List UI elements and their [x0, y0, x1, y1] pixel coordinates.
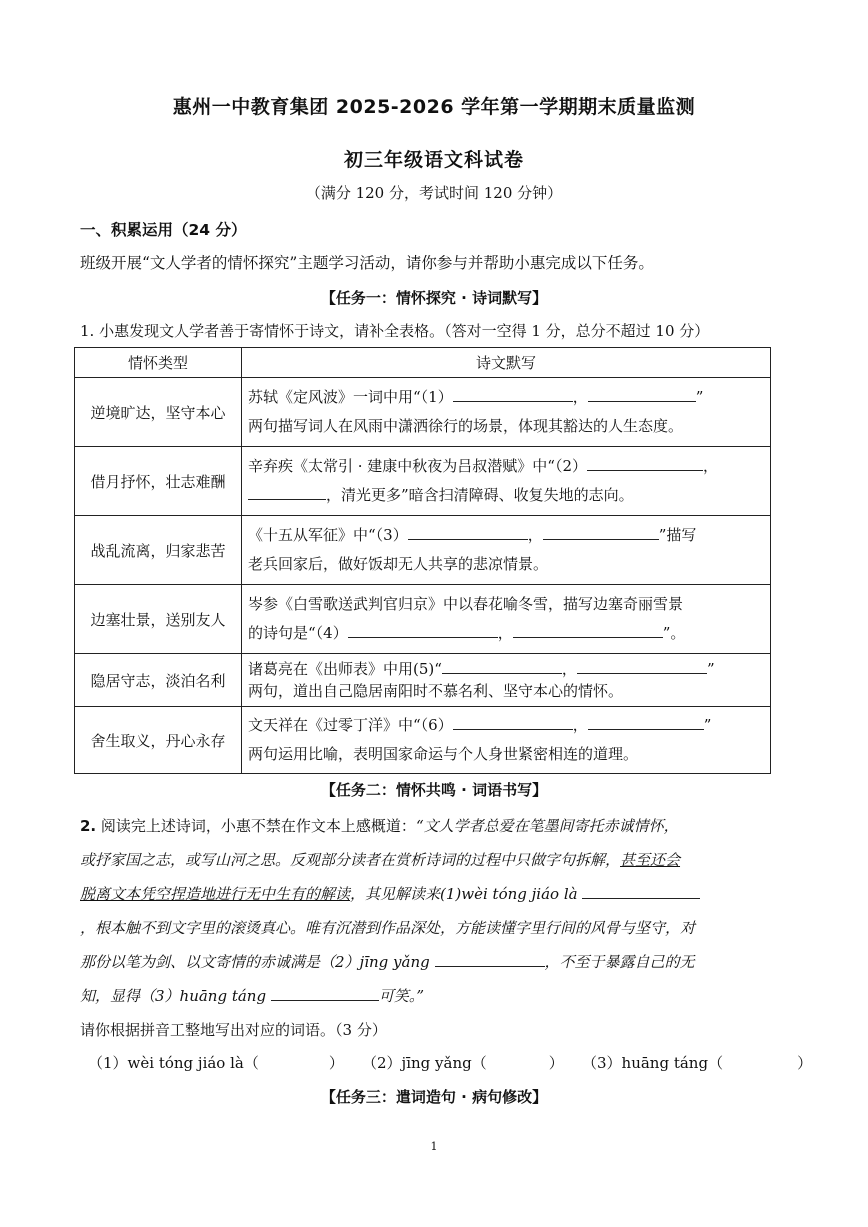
answer-blank[interactable] — [453, 714, 573, 730]
table-row — [75, 378, 771, 447]
answer-blank[interactable] — [588, 386, 696, 402]
exam-title: 惠州一中教育集团 2025-2026 学年第一学期期末质量监测 — [172, 96, 696, 118]
cell-text: 《十五从军征》中“（3） — [248, 526, 408, 544]
answer-blank[interactable] — [408, 524, 528, 540]
answer-blank[interactable] — [435, 951, 545, 967]
option-label: （1）wèi tóng jiáo là（ — [88, 1054, 259, 1072]
option-bracket: ） — [328, 1054, 344, 1072]
type-cell: 借月抒怀，壮志难酬 — [75, 447, 242, 516]
table-header: 情怀类型 — [75, 348, 242, 378]
type-cell: 逆境旷达，坚守本心 — [75, 378, 242, 447]
passage-line — [80, 849, 680, 870]
passage-line — [80, 815, 679, 836]
type-cell: 边塞壮景，送别友人 — [75, 585, 242, 654]
question-number: 2. — [80, 817, 97, 835]
cell-text: ，清光更多”暗含扫清障碍、收复失地的志向。 — [326, 486, 634, 504]
cell-text: ” — [695, 388, 704, 406]
cell-text: ， — [703, 457, 719, 475]
cell-text: ， — [497, 624, 513, 642]
cell-text: 两句，道出自己隐居南阳时不慕名利、坚守本心的情怀。 — [248, 682, 624, 700]
answer-blank[interactable] — [348, 622, 498, 638]
section-intro: 班级开展“文人学者的情怀探究”主题学习活动，请你参与并帮助小惠完成以下任务。 — [80, 254, 654, 272]
table-row — [75, 654, 771, 707]
answer-blank[interactable] — [271, 985, 379, 1001]
type-cell: 战乱流离，归家悲苦 — [75, 516, 242, 585]
underlined-text: 甚至还会 — [620, 851, 681, 869]
instruction: 请你根据拼音工整地写出对应的词语。（3 分） — [80, 1021, 387, 1039]
answer-blank[interactable] — [453, 386, 573, 402]
answer-blank[interactable] — [513, 622, 663, 638]
passage-text: 可笑。” — [378, 987, 425, 1005]
content-cell — [242, 516, 771, 585]
content-cell — [242, 654, 771, 707]
cell-text: ， — [561, 660, 577, 678]
passage-line — [80, 883, 700, 904]
answer-blank[interactable] — [582, 883, 700, 899]
passage-text: 那份以笔为剑、以文寄情的赤诚满是（2）jīng yǎng — [80, 953, 430, 971]
poem-table — [74, 347, 771, 774]
type-cell: 隐居守志，淡泊名利 — [75, 654, 242, 707]
option-bracket: ） — [797, 1054, 813, 1072]
answer-option-1[interactable] — [88, 1052, 344, 1073]
cell-text: ， — [572, 716, 588, 734]
cell-text: ” — [703, 716, 712, 734]
passage-text: ，其见解读来(1)wèi tóng jiáo là — [350, 885, 578, 903]
task1-heading: 【任务一：情怀探究 · 诗词默写】 — [320, 289, 548, 307]
cell-text: ， — [572, 388, 588, 406]
cell-text: 两句运用比喻，表明国家命运与个人身世紧密相连的道理。 — [248, 745, 639, 763]
table-header: 诗文默写 — [242, 348, 771, 378]
passage-text: 或抒家国之志，或写山河之思。反观部分读者在赏析诗词的过程中只做字句拆解， — [80, 851, 621, 869]
cell-text: 老兵回家后，做好饭却无人共享的悲凉情景。 — [248, 555, 549, 573]
table-row — [75, 516, 771, 585]
passage-line — [80, 951, 695, 972]
table-header-row — [75, 348, 771, 378]
passage-line: ，根本触不到文字里的滚烫真心。唯有沉潜到作品深处，方能读懂字里行间的风骨与坚守，对 — [80, 919, 696, 937]
underlined-text: 脱离文本凭空捏造地进行无中生有的解读 — [80, 885, 351, 903]
passage-text: ，不至于暴露自己的无 — [544, 953, 695, 971]
cell-text: 的诗句是“（4） — [248, 624, 348, 642]
cell-text: 辛弃疾《太常引 · 建康中秋夜为吕叔潜赋》中“（2） — [248, 457, 588, 475]
option-label: （2）jīng yǎng（ — [362, 1054, 487, 1072]
answer-blank[interactable] — [543, 524, 659, 540]
answer-blank[interactable] — [577, 658, 707, 674]
task3-heading: 【任务三：遣词造句 · 病句修改】 — [320, 1088, 548, 1106]
answer-blank[interactable] — [588, 714, 704, 730]
type-cell: 舍生取义，丹心永存 — [75, 707, 242, 774]
table-row — [75, 585, 771, 654]
passage-text: 阅读完上述诗词，小惠不禁在作文本上感概道： — [100, 817, 416, 835]
option-bracket: ） — [548, 1054, 564, 1072]
page-number: 1 — [430, 1140, 438, 1153]
task2-heading: 【任务二：情怀共鸣 · 词语书写】 — [320, 781, 548, 799]
cell-text: 文天祥在《过零丁洋》中“（6） — [248, 716, 453, 734]
cell-text: 苏轼《定风波》一词中用“（1） — [248, 388, 453, 406]
answer-blank[interactable] — [442, 658, 562, 674]
cell-text: 两句描写词人在风雨中潇洒徐行的场景，体现其豁达的人生态度。 — [248, 417, 684, 435]
content-cell — [242, 378, 771, 447]
answer-option-3[interactable] — [582, 1052, 812, 1073]
cell-text: 岑参《白雪歌送武判官归京》中以春花喻冬雪，描写边塞奇丽雪景 — [248, 595, 684, 613]
answer-blank[interactable] — [587, 455, 703, 471]
content-cell — [242, 585, 771, 654]
cell-text: 诸葛亮在《出师表》中用(5)“ — [248, 660, 442, 678]
passage-text: “文人学者总爱在笔墨间寄托赤诚情怀， — [415, 817, 679, 835]
table-row — [75, 447, 771, 516]
answer-option-2[interactable] — [362, 1052, 564, 1073]
section-heading: 一、积累运用（24 分） — [80, 221, 247, 239]
passage-line — [80, 985, 424, 1006]
cell-text: ， — [527, 526, 543, 544]
content-cell — [242, 707, 771, 774]
option-label: （3）huāng táng（ — [582, 1054, 724, 1072]
passage-text: 知，显得（3）huāng táng — [80, 987, 267, 1005]
answer-blank[interactable] — [248, 484, 326, 500]
cell-text: ”描写 — [658, 526, 697, 544]
cell-text: ”。 — [662, 624, 686, 642]
cell-text: ” — [706, 660, 715, 678]
content-cell — [242, 447, 771, 516]
question-1: 1. 小惠发现文人学者善于寄情怀于诗文，请补全表格。（答对一空得 1 分，总分不超过 10 分） — [80, 322, 710, 340]
table-row — [75, 707, 771, 774]
exam-note: （满分 120 分，考试时间 120 分钟） — [305, 184, 563, 202]
exam-subtitle: 初三年级语文科试卷 — [343, 149, 524, 171]
